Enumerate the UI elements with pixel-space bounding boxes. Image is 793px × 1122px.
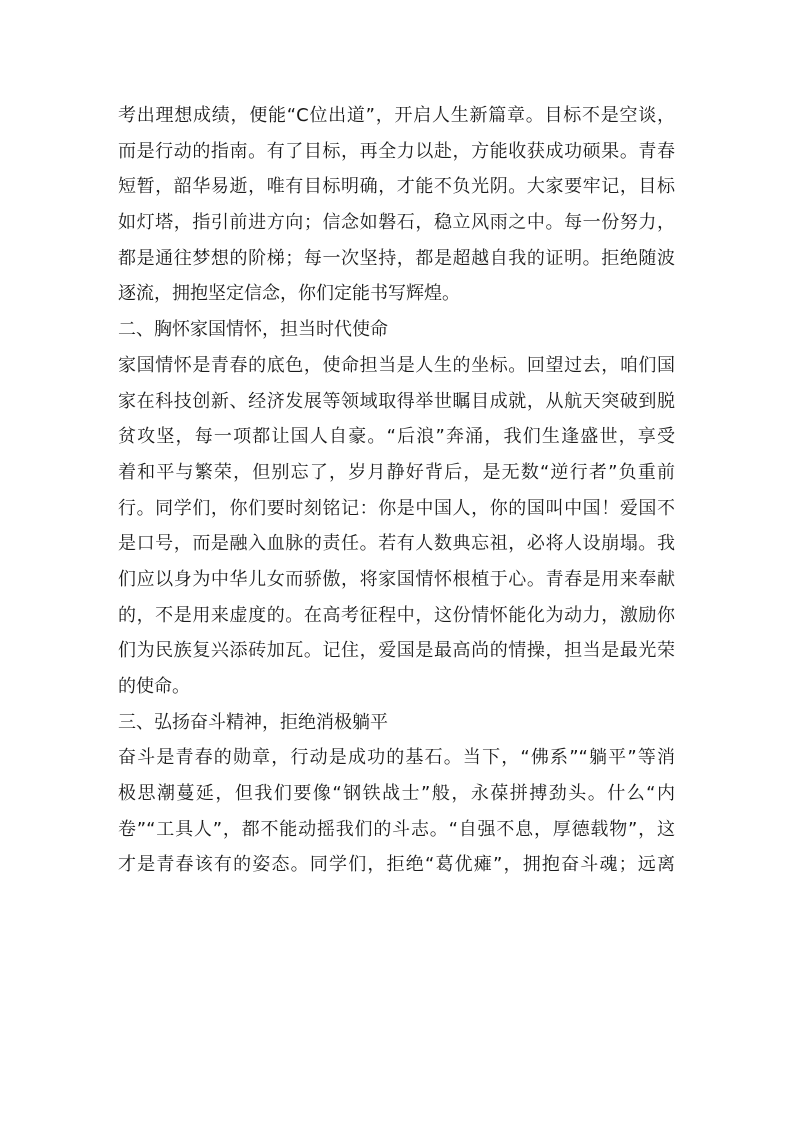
document-body xyxy=(118,98,675,883)
text-line: 极思潮蔓延，但我们要像“钢铁战士”般，永葆拼搏劲头。什么“内 xyxy=(118,783,675,805)
text-line: 的使命。 xyxy=(118,676,190,697)
text-line: 着和平与繁荣，但别忘了，岁月静好背后，是无数“逆行者”负重前 xyxy=(118,461,675,483)
section-heading: 二、胸怀家国情怀，担当时代使命 xyxy=(118,319,388,341)
text-line: 行。同学们，你们要时刻铭记：你是中国人，你的国叫中国！爱国不 xyxy=(118,497,675,519)
text-line: 才是青春该有的姿态。同学们，拒绝“葛优瘫”，拥抱奋斗魂；远离 xyxy=(118,854,675,876)
text-line: 们应以身为中华儿女而骄傲，将家国情怀根植于心。青春是用来奉献 xyxy=(118,568,675,590)
text-line: 们为民族复兴添砖加瓦。记住，爱国是最高尚的情操，担当是最光荣 xyxy=(118,640,675,662)
text-line: 家国情怀是青春的底色，使命担当是人生的坐标。回望过去，咱们国 xyxy=(118,354,675,376)
text-line: 短暂，韶华易逝，唯有目标明确，才能不负光阴。大家要牢记，目标 xyxy=(118,176,675,198)
text-line: 贫攻坚，每一项都让国人自豪。“后浪”奔涌，我们生逢盛世，享受 xyxy=(118,426,675,448)
text-line: 家在科技创新、经济发展等领域取得举世瞩目成就，从航天突破到脱 xyxy=(118,390,675,412)
text-line: 都是通往梦想的阶梯；每一次坚持，都是超越自我的证明。拒绝随波 xyxy=(118,247,675,269)
text-line: 如灯塔，指引前进方向；信念如磐石，稳立风雨之中。每一份努力， xyxy=(118,212,675,234)
text-line: 的，不是用来虚度的。在高考征程中，这份情怀能化为动力，激励你 xyxy=(118,604,675,626)
text-line: 逐流，拥抱坚定信念，你们定能书写辉煌。 xyxy=(118,283,460,305)
text-line: 考出理想成绩，便能“C位出道”，开启人生新篇章。目标不是空谈， xyxy=(118,105,675,126)
text-line: 奋斗是青春的勋章，行动是成功的基石。当下，“佛系”“躺平”等消 xyxy=(118,747,675,769)
text-line: 卷”“工具人”，都不能动摇我们的斗志。“自强不息，厚德载物”，这 xyxy=(118,818,675,840)
text-line: 是口号，而是融入血脉的责任。若有人数典忘祖，必将人设崩塌。我 xyxy=(118,533,675,555)
section-heading: 三、弘扬奋斗精神，拒绝消极躺平 xyxy=(118,711,388,733)
text-line: 而是行动的指南。有了目标，再全力以赴，方能收获成功硕果。青春 xyxy=(118,140,675,162)
